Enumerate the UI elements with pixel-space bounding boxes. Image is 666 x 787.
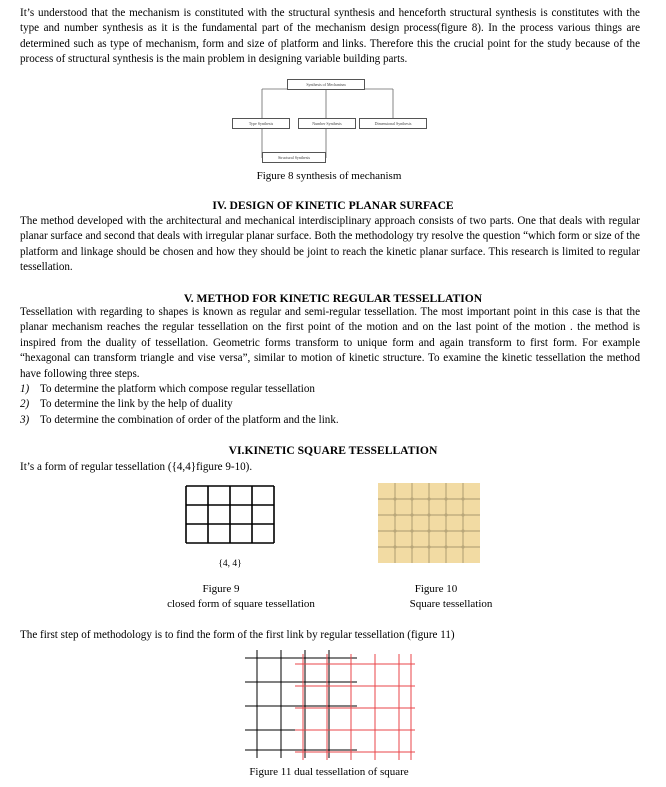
figure-8-caption: Figure 8 synthesis of mechanism: [256, 170, 402, 182]
figure-9-caption-line2: closed form of square tessellation: [167, 598, 315, 610]
tessellation-joint: [427, 513, 430, 516]
section-6-heading: VI.KINETIC SQUARE TESSELLATION: [228, 444, 438, 457]
figure-10-caption-line1: Figure 10: [414, 583, 458, 595]
tessellation-joint: [393, 513, 396, 516]
section-5-heading: V. METHOD FOR KINETIC REGULAR TESSELLATION: [183, 292, 483, 305]
section-6-paragraph: It’s a form of regular tessellation ({4,4}figure 9-10).: [20, 461, 253, 473]
type-synthesis-box: Type Synthesis: [232, 118, 290, 129]
intro-paragraph: It’s understood that the mechanism is constituted with the structural synthesis and henceforth structural synthesis is constitutes with the type and number synthesis as it is the fundamental part of the mechanism design process(figure 8). In the process various things are determined such as type of mechanism, form and size of platform and links. Therefore this the crucial point for the study because of the process of structural synthesis is the main problem in designing variable building parts.: [20, 7, 640, 66]
tessellation-joint: [427, 545, 430, 548]
dimensional-synthesis-box: Dimensional Synthesis: [359, 118, 427, 129]
tessellation-joint: [410, 545, 413, 548]
tessellation-joint: [461, 497, 464, 500]
number-synthesis-box: Number Synthesis: [298, 118, 356, 129]
list-item: 1) To determine the platform which compose regular tessellation: [20, 383, 315, 395]
tessellation-joint: [427, 529, 430, 532]
tessellation-joint: [461, 545, 464, 548]
figure-10-tessellation: [377, 482, 481, 564]
steps-list: [20, 382, 339, 428]
tessellation-joint: [393, 529, 396, 532]
tessellation-joint: [410, 529, 413, 532]
figure-9-label: {4, 4}: [218, 559, 242, 569]
tessellation-joint: [393, 497, 396, 500]
figure-10-caption-line2: Square tessellation: [409, 598, 493, 610]
section-4-heading: IV. DESIGN OF KINETIC PLANAR SURFACE: [212, 199, 454, 212]
tessellation-joint: [444, 529, 447, 532]
section-5-paragraph: Tessellation with regarding to shapes is known as regular and semi-regular tessellation. The most important point in this case is that the planar mechanism reaches the regular tessellation on the first point of the motion and on the last point of the motion . the method is inspired from the duality of tessellation. Geometric forms transform to unique form and again transform to first form. For example “hexagonal can transform triangle and vise versa”, similar to motion of kinetic structure. To examine the kinetic tessellation the method have following three steps.: [20, 306, 640, 380]
synthesis-of-mechanism-box: Synthesis of Mechanism: [287, 79, 365, 90]
list-item: 3) To determine the combination of order of the platform and the link.: [20, 413, 339, 426]
tessellation-joint: [461, 529, 464, 532]
section-4-paragraph: The method developed with the architectural and mechanical interdisciplinary approach consists of two parts. One that deals with regular planar surface and second that deals with irregular planar surface. Both the methodology try resolve the question “which form or size of the platform and linkage should be chosen and how they should be joint to reach the kinetic planar surface. This research is limited to regular tessellation.: [20, 215, 640, 274]
tessellation-joint: [444, 497, 447, 500]
tessellation-joint: [410, 513, 413, 516]
section-6-paragraph-2: The first step of methodology is to find the form of the first link by regular tessellation (figure 11): [20, 629, 455, 641]
tessellation-joint: [427, 497, 430, 500]
tessellation-joint: [444, 545, 447, 548]
list-item: 2) To determine the link by the help of duality: [20, 398, 233, 411]
figure-11-dual-tessellation: [245, 650, 415, 760]
tessellation-joint: [444, 513, 447, 516]
structural-synthesis-box: Structural Synthesis: [262, 152, 326, 163]
tessellation-joint: [410, 497, 413, 500]
figure-11-caption: Figure 11 dual tessellation of square: [249, 766, 409, 778]
tessellation-joint: [461, 513, 464, 516]
tessellation-joint: [393, 545, 396, 548]
figure-9-caption-line1: Figure 9: [202, 583, 240, 595]
figure-9-grid: [185, 485, 275, 545]
